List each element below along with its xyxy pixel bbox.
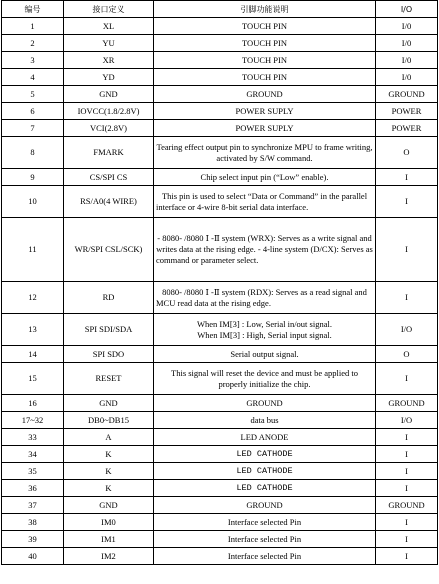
pin-description: 8080- /8080 Ⅰ -Ⅱ system (RDX): Serves as a read signal and MCU read data at the rising edge.: [154, 282, 376, 314]
pin-name: YU: [64, 35, 154, 52]
pin-description: Interface selected Pin: [154, 514, 376, 531]
pin-description: LED ANODE: [154, 429, 376, 446]
table-row: [2, 463, 438, 480]
pin-description: TOUCH PIN: [154, 35, 376, 52]
pin-io-type: I/O: [376, 412, 438, 429]
pin-description: POWER SUPLY: [154, 120, 376, 137]
pin-number: 1: [2, 18, 64, 35]
header-name: 接口定义: [64, 1, 154, 18]
pin-number: 11: [2, 218, 64, 282]
pin-name: CS/SPI CS: [64, 169, 154, 186]
pin-name: GND: [64, 497, 154, 514]
pin-name: YD: [64, 69, 154, 86]
pin-number: 8: [2, 137, 64, 169]
pin-io-type: O: [376, 346, 438, 363]
pin-name: VCI(2.8V): [64, 120, 154, 137]
pin-number: 33: [2, 429, 64, 446]
pin-io-type: I: [376, 548, 438, 565]
table-row: [2, 314, 438, 346]
pin-io-type: GROUND: [376, 497, 438, 514]
pin-io-type: GROUND: [376, 86, 438, 103]
pin-number: 13: [2, 314, 64, 346]
pin-number: 14: [2, 346, 64, 363]
pin-number: 3: [2, 52, 64, 69]
table-row: [2, 446, 438, 463]
pin-description: LED CATHODE: [154, 480, 376, 497]
table-row: [2, 531, 438, 548]
pin-name: IOVCC(1.8/2.8V): [64, 103, 154, 120]
table-row: [2, 103, 438, 120]
table-row: [2, 69, 438, 86]
pin-description: This signal will reset the device and must be applied to properly initialize the chip.: [154, 363, 376, 395]
pin-description: Interface selected Pin: [154, 531, 376, 548]
pin-name: GND: [64, 395, 154, 412]
pin-description: This pin is used to select “Data or Command” in the parallel interface or 4-wire 8-bit serial data interface.: [154, 186, 376, 218]
pin-description-line: When IM[3] : Low, Serial in/out signal.: [197, 318, 332, 329]
pin-name: IM2: [64, 548, 154, 565]
pin-number: 15: [2, 363, 64, 395]
pin-io-type: I: [376, 446, 438, 463]
pin-io-type: I: [376, 429, 438, 446]
table-row: [2, 548, 438, 565]
header-num: 编号: [2, 1, 64, 18]
table-row: [2, 363, 438, 395]
pin-number: 9: [2, 169, 64, 186]
pin-description: Serial output signal.: [154, 346, 376, 363]
pin-number: 37: [2, 497, 64, 514]
pin-number: 12: [2, 282, 64, 314]
table-row: [2, 186, 438, 218]
pin-io-type: I: [376, 463, 438, 480]
pin-number: 16: [2, 395, 64, 412]
pin-name: GND: [64, 86, 154, 103]
pin-name: IM0: [64, 514, 154, 531]
pin-description: GROUND: [154, 497, 376, 514]
pin-io-type: I: [376, 218, 438, 282]
pin-io-type: I: [376, 282, 438, 314]
pin-io-type: I/0: [376, 52, 438, 69]
pin-description: POWER SUPLY: [154, 103, 376, 120]
pin-number: 17~32: [2, 412, 64, 429]
pin-io-type: I: [376, 186, 438, 218]
pin-name: IM1: [64, 531, 154, 548]
pin-io-type: I/O: [376, 314, 438, 346]
pin-name: FMARK: [64, 137, 154, 169]
pin-description: - 8080- /8080 Ⅰ -Ⅱ system (WRX): Serves as a write signal and writes data at the rising edge. - 4-line system (D/CX): Serves as command or parameter select.: [154, 218, 376, 282]
table-row: [2, 346, 438, 363]
pin-io-type: I: [376, 531, 438, 548]
pin-io-type: O: [376, 137, 438, 169]
pin-number: 38: [2, 514, 64, 531]
pin-description: data bus: [154, 412, 376, 429]
header-desc: 引脚功能说明: [154, 1, 376, 18]
pin-description: GROUND: [154, 86, 376, 103]
pin-name: K: [64, 463, 154, 480]
pin-name: RS/A0(4 WIRE): [64, 186, 154, 218]
table-row: [2, 120, 438, 137]
table-row: [2, 514, 438, 531]
header-io: I/O: [376, 1, 438, 18]
pin-number: 10: [2, 186, 64, 218]
pin-description: Interface selected Pin: [154, 548, 376, 565]
pin-name: WR/SPI CSL/SCK): [64, 218, 154, 282]
pin-name: DB0~DB15: [64, 412, 154, 429]
pin-number: 35: [2, 463, 64, 480]
pin-name: A: [64, 429, 154, 446]
pin-io-type: GROUND: [376, 395, 438, 412]
pin-io-type: POWER: [376, 103, 438, 120]
table-row: [2, 169, 438, 186]
table-row: [2, 395, 438, 412]
pin-number: 39: [2, 531, 64, 548]
table-row: [2, 35, 438, 52]
pin-number: 7: [2, 120, 64, 137]
table-row: [2, 218, 438, 282]
header-row: [2, 1, 438, 18]
pin-name: RD: [64, 282, 154, 314]
pin-number: 40: [2, 548, 64, 565]
pin-number: 6: [2, 103, 64, 120]
table-row: [2, 282, 438, 314]
pin-io-type: I: [376, 514, 438, 531]
pin-io-type: I: [376, 169, 438, 186]
pin-description-line: When IM[3] : High, Serial input signal.: [197, 329, 332, 340]
pin-definition-table: [1, 0, 438, 565]
pin-number: 2: [2, 35, 64, 52]
pin-io-type: POWER: [376, 120, 438, 137]
pin-description: Tearing effect output pin to synchronize MPU to frame writing, activated by S/W command.: [154, 137, 376, 169]
pin-name: RESET: [64, 363, 154, 395]
table-row: [2, 429, 438, 446]
table-row: [2, 480, 438, 497]
pin-io-type: I: [376, 363, 438, 395]
pin-name: SPI SDI/SDA: [64, 314, 154, 346]
pin-name: K: [64, 480, 154, 497]
pin-description: LED CATHODE: [154, 446, 376, 463]
table-row: [2, 137, 438, 169]
table-row: [2, 86, 438, 103]
table-row: [2, 52, 438, 69]
pin-name: XL: [64, 18, 154, 35]
table-row: [2, 412, 438, 429]
pin-description: [154, 314, 376, 346]
pin-number: 5: [2, 86, 64, 103]
pin-description: GROUND: [154, 395, 376, 412]
pin-name: XR: [64, 52, 154, 69]
pin-number: 36: [2, 480, 64, 497]
pin-name: K: [64, 446, 154, 463]
pin-description: TOUCH PIN: [154, 52, 376, 69]
pin-io-type: I/0: [376, 69, 438, 86]
table-row: [2, 497, 438, 514]
pin-description: LED CATHODE: [154, 463, 376, 480]
pin-io-type: I/0: [376, 18, 438, 35]
table-row: [2, 18, 438, 35]
pin-name: SPI SDO: [64, 346, 154, 363]
pin-description: Chip select input pin (“Low” enable).: [154, 169, 376, 186]
pin-io-type: I/0: [376, 35, 438, 52]
pin-number: 34: [2, 446, 64, 463]
pin-number: 4: [2, 69, 64, 86]
pin-io-type: I: [376, 480, 438, 497]
pin-description: TOUCH PIN: [154, 18, 376, 35]
pin-description: TOUCH PIN: [154, 69, 376, 86]
